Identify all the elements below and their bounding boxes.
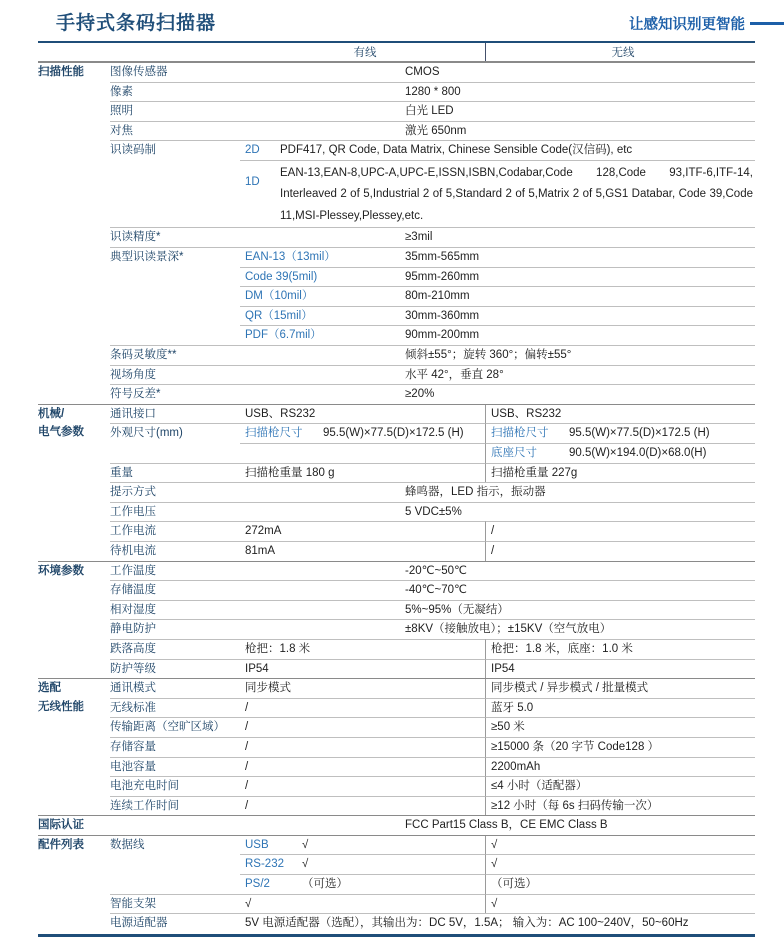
spec-row <box>38 854 755 874</box>
span-value: 白光 LED <box>240 101 755 121</box>
cell-value: 枪把：1.8 米，底座：1.0 米 <box>491 642 633 655</box>
page-title: 手持式条码扫描器 <box>56 13 217 34</box>
brand-slogan <box>629 13 784 34</box>
span-value-group <box>240 247 755 267</box>
wired-cell <box>240 405 485 424</box>
wired-cell <box>240 894 485 914</box>
wired-cell <box>240 836 485 855</box>
category-label <box>38 443 110 463</box>
spec-row <box>38 463 755 483</box>
param-label <box>110 286 240 306</box>
wired-cell <box>240 541 485 561</box>
param-label: 静电防护 <box>110 619 240 639</box>
category-label: 扫描性能 <box>38 66 84 78</box>
category-label: 电气参数 <box>38 426 84 439</box>
span-value: 倾斜±55°；旋转 360°；偏转±55° <box>240 345 755 365</box>
sub-label: USB <box>245 838 269 851</box>
span-value: 5%~95%（无凝结） <box>240 600 755 620</box>
spec-row <box>38 913 755 933</box>
spec-row <box>38 717 755 737</box>
param-label <box>110 306 240 326</box>
category-label <box>38 600 110 620</box>
cell-value: USB、RS232 <box>491 407 562 420</box>
table-bottom-rule <box>38 934 755 937</box>
wireless-cell <box>485 659 755 679</box>
spec-row <box>38 365 755 385</box>
span-value-text: EAN-13,EAN-8,UPC-A,UPC-E,ISSN,ISBN,Codabar,Code 128,Code 93,ITF-6,ITF-14, Interleaved 2 of 5,Industrial 2 of 5,Standard 2 of 5,Matrix 2 of 5,GS1 Databar, Code 39,Code 11,MSI-Plessey,Plessey,etc. <box>280 166 753 222</box>
spec-table-header <box>38 41 755 62</box>
wireless-cell <box>485 854 755 874</box>
param-label: 重量 <box>110 463 240 483</box>
param-label: 识读码制 <box>110 140 240 160</box>
spec-row <box>38 737 755 757</box>
cell-value: USB、RS232 <box>245 407 316 420</box>
spec-row <box>38 286 755 306</box>
cell-value: （可选） <box>302 878 348 891</box>
wireless-cell <box>485 698 755 718</box>
category-label <box>38 521 110 541</box>
category-label <box>38 659 110 679</box>
cell-value: 95.5(W)×77.5(D)×172.5 (H) <box>323 427 464 440</box>
param-label: 视场角度 <box>110 365 240 385</box>
category-label: 配件列表 <box>38 838 84 851</box>
category-label <box>38 463 110 483</box>
spec-row <box>38 521 755 541</box>
wireless-cell <box>485 443 755 463</box>
column-header-wired: 有线 <box>353 47 377 59</box>
spec-row <box>38 325 755 345</box>
cell-value: √ <box>491 838 498 851</box>
sub-label: EAN-13（13mil） <box>245 251 336 264</box>
category-label <box>38 306 110 326</box>
wired-cell <box>240 796 485 816</box>
param-label: 提示方式 <box>110 482 240 502</box>
wired-cell <box>240 659 485 679</box>
span-value-group <box>240 160 755 228</box>
param-label: 条码灵敏度** <box>110 345 240 365</box>
wired-cell <box>240 757 485 777</box>
param-label: 智能支架 <box>110 894 240 914</box>
cell-value: / <box>245 780 249 793</box>
category-label <box>38 384 110 404</box>
cell-value: / <box>245 721 249 734</box>
wireless-cell <box>485 423 755 443</box>
param-label: 传输距离（空旷区域） <box>110 717 240 737</box>
cell-value: ≥15000 条（20 字节 Code128 ） <box>491 740 660 753</box>
sub-label: 2D <box>245 144 260 157</box>
wired-cell <box>240 737 485 757</box>
cell-value: IP54 <box>245 662 269 675</box>
spec-row <box>38 600 755 620</box>
category-label <box>38 82 110 102</box>
spec-row <box>38 698 755 718</box>
category-label <box>38 482 110 502</box>
param-label <box>110 854 240 874</box>
span-value-text: PDF417, QR Code, Data Matrix, Chinese Sensible Code(汉信码), etc <box>280 144 633 157</box>
spec-row <box>38 306 755 326</box>
cell-value: ≥50 米 <box>491 721 525 734</box>
param-label: 防护等级 <box>110 659 240 679</box>
cell-value: 90.5(W)×194.0(D)×68.0(H) <box>569 447 707 459</box>
span-value: 激光 650nm <box>240 121 755 141</box>
category-label <box>38 796 110 816</box>
span-value-text: 30mm-360mm <box>405 309 480 322</box>
spec-row <box>38 82 755 102</box>
wireless-cell <box>485 776 755 796</box>
span-value: -40℃~70℃ <box>240 580 755 600</box>
wireless-cell <box>485 737 755 757</box>
span-value: 蜂鸣器，LED 指示，振动器 <box>240 482 755 502</box>
category-label <box>38 737 110 757</box>
wired-cell <box>240 521 485 541</box>
spec-row <box>38 776 755 796</box>
wireless-cell <box>485 405 755 424</box>
cell-value: / <box>245 701 249 714</box>
cell-value: 蓝牙 5.0 <box>491 701 534 714</box>
span-value: ±8KV（接触放电）；±15KV（空气放电） <box>240 619 755 639</box>
wireless-cell <box>485 521 755 541</box>
span-value-text: 35mm-565mm <box>405 251 480 264</box>
param-label: 工作电流 <box>110 521 240 541</box>
param-label: 存储容量 <box>110 737 240 757</box>
span-value-text: 90mm-200mm <box>405 329 480 342</box>
spec-row <box>38 62 755 82</box>
spec-row <box>38 894 755 914</box>
spec-row <box>38 101 755 121</box>
param-label: 图像传感器 <box>110 66 168 78</box>
span-value: CMOS <box>405 66 440 78</box>
category-label <box>38 227 110 247</box>
param-label: 无线标准 <box>110 698 240 718</box>
spec-row <box>38 404 755 424</box>
cell-value: 扫描枪重量 227g <box>491 466 578 479</box>
category-label <box>38 160 110 228</box>
param-label: 电源适配器 <box>110 913 240 933</box>
spec-row <box>38 267 755 287</box>
span-value: ≥20% <box>240 384 755 404</box>
wired-cell <box>240 639 485 659</box>
wired-cell <box>240 679 485 698</box>
category-label <box>38 776 110 796</box>
category-label <box>38 874 110 894</box>
spec-row <box>38 140 755 160</box>
category-label: 环境参数 <box>38 564 84 577</box>
param-label <box>110 443 240 463</box>
param-label: 工作电压 <box>110 502 240 522</box>
spec-row <box>38 502 755 522</box>
category-label <box>38 365 110 385</box>
category-label <box>38 717 110 737</box>
span-value: -20℃~50℃ <box>405 564 467 577</box>
sub-label: RS-232 <box>245 858 284 871</box>
spec-row <box>38 678 755 698</box>
wired-cell <box>240 698 485 718</box>
cell-value: ≤4 小时（适配器） <box>491 780 588 793</box>
spec-table-body <box>38 62 755 933</box>
page-header <box>0 0 784 41</box>
cell-value: IP54 <box>491 662 515 675</box>
span-value-group <box>240 267 755 287</box>
span-value: 1280 * 800 <box>240 82 755 102</box>
category-label <box>38 619 110 639</box>
cell-value: / <box>491 525 495 538</box>
cell-value: √ <box>491 858 498 871</box>
wireless-cell <box>485 541 755 561</box>
spec-row <box>38 443 755 463</box>
param-label: 典型识读景深* <box>110 247 240 267</box>
category-label <box>38 502 110 522</box>
wired-cell <box>240 854 485 874</box>
sub-label: 1D <box>245 175 260 188</box>
category-label <box>38 345 110 365</box>
spec-row <box>38 121 755 141</box>
spec-table <box>38 41 755 937</box>
wired-cell <box>240 443 485 463</box>
spec-row <box>38 874 755 894</box>
wireless-cell <box>485 717 755 737</box>
param-label: 电池容量 <box>110 757 240 777</box>
category-label <box>38 639 110 659</box>
sub-label: 底座尺寸 <box>491 447 537 459</box>
param-label: 连续工作时间 <box>110 796 240 816</box>
spec-row <box>38 160 755 228</box>
spec-row <box>38 247 755 267</box>
cell-value: 2200mAh <box>491 760 541 773</box>
param-label: 像素 <box>110 82 240 102</box>
spec-row <box>38 561 755 581</box>
param-label: 待机电流 <box>110 541 240 561</box>
wireless-cell <box>485 463 755 483</box>
category-label <box>38 580 110 600</box>
cell-value: 81mA <box>245 544 276 557</box>
cell-value: / <box>491 544 495 557</box>
cell-value: ≥12 小时（每 6s 扫码传输一次） <box>491 799 659 812</box>
cell-value: √ <box>491 897 498 910</box>
wired-cell <box>240 776 485 796</box>
cell-value: √ <box>245 897 252 910</box>
spec-row <box>38 796 755 816</box>
cell-value: / <box>245 760 249 773</box>
wireless-cell <box>485 639 755 659</box>
span-value-group <box>240 306 755 326</box>
category-label: 无线性能 <box>38 700 84 713</box>
param-label: 存储温度 <box>110 580 240 600</box>
brand-slogan-text: 让感知识别更智能 <box>629 17 745 33</box>
span-value-group <box>240 325 755 345</box>
param-label <box>110 816 240 835</box>
cell-value: √ <box>302 858 309 871</box>
category-label: 国际认证 <box>38 819 84 832</box>
wired-cell <box>240 874 485 894</box>
param-label: 符号反差* <box>110 384 240 404</box>
cell-value: 扫描枪重量 180 g <box>245 466 335 479</box>
span-value: FCC Part15 Class B，CE EMC Class B <box>405 819 608 832</box>
category-label <box>38 541 110 561</box>
wireless-cell <box>485 796 755 816</box>
spec-row <box>38 541 755 561</box>
param-label <box>110 874 240 894</box>
param-label <box>110 267 240 287</box>
param-label: 电池充电时间 <box>110 776 240 796</box>
sub-label: PDF（6.7mil） <box>245 329 322 342</box>
category-label <box>38 140 110 160</box>
span-value: 5 VDC±5% <box>240 502 755 522</box>
category-label <box>38 894 110 914</box>
cell-value: 同步模式 <box>245 682 291 695</box>
spec-row <box>38 580 755 600</box>
param-label <box>110 325 240 345</box>
spec-row <box>38 619 755 639</box>
span-value: 5V 电源适配器（选配），其输出为：DC 5V，1.5A； 输入为：AC 100~240V，50~60Hz <box>240 913 755 933</box>
cell-value: （可选） <box>491 878 537 891</box>
spec-row <box>38 423 755 443</box>
wired-cell <box>240 423 485 443</box>
spec-row <box>38 639 755 659</box>
cell-value: 95.5(W)×77.5(D)×172.5 (H) <box>569 427 710 440</box>
span-value-group <box>240 140 755 160</box>
category-label <box>38 121 110 141</box>
sub-label: PS/2 <box>245 878 270 891</box>
spec-row <box>38 835 755 855</box>
column-header-wireless: 无线 <box>485 43 755 61</box>
param-label: 通讯模式 <box>110 682 156 695</box>
category-label <box>38 325 110 345</box>
cell-value: √ <box>302 838 309 851</box>
cell-value: / <box>245 740 249 753</box>
sub-label: 扫描枪尺寸 <box>245 427 303 440</box>
wireless-cell <box>485 894 755 914</box>
category-label <box>38 757 110 777</box>
sub-label: DM（10mil） <box>245 290 314 303</box>
span-value-text: 80m-210mm <box>405 290 470 303</box>
spec-row <box>38 345 755 365</box>
wireless-cell <box>485 679 755 698</box>
slogan-dash-line <box>750 22 784 25</box>
category-label <box>38 913 110 933</box>
category-label: 选配 <box>38 682 61 695</box>
spec-row <box>38 659 755 679</box>
cell-value: 同步模式 / 异步模式 / 批量模式 <box>491 682 649 695</box>
wireless-cell <box>485 874 755 894</box>
param-label: 工作温度 <box>110 564 156 577</box>
wireless-cell <box>485 836 755 855</box>
wireless-cell <box>485 757 755 777</box>
param-label: 对焦 <box>110 121 240 141</box>
param-label: 数据线 <box>110 838 145 851</box>
cell-value: 272mA <box>245 525 282 538</box>
wired-cell <box>240 463 485 483</box>
category-label <box>38 101 110 121</box>
param-label: 跌落高度 <box>110 639 240 659</box>
sub-label: QR（15mil） <box>245 309 313 322</box>
param-label: 外观尺寸(mm) <box>110 423 240 443</box>
span-value-text: 95mm-260mm <box>405 270 480 283</box>
span-value: ≥3mil <box>240 227 755 247</box>
param-label: 相对湿度 <box>110 600 240 620</box>
param-label: 通讯接口 <box>110 407 156 420</box>
spec-row <box>38 815 755 835</box>
param-label: 照明 <box>110 101 240 121</box>
cell-value: / <box>245 799 249 812</box>
category-label <box>38 267 110 287</box>
spec-row <box>38 757 755 777</box>
spec-row <box>38 384 755 404</box>
category-label <box>38 286 110 306</box>
spec-row <box>38 482 755 502</box>
span-value: 水平 42°，垂直 28° <box>240 365 755 385</box>
category-label: 机械/ <box>38 407 65 420</box>
param-label: 识读精度* <box>110 227 240 247</box>
cell-value: 枪把：1.8 米 <box>245 642 311 655</box>
wired-cell <box>240 717 485 737</box>
sub-label: 扫描枪尺寸 <box>491 427 549 440</box>
spec-row <box>38 227 755 247</box>
span-value-group <box>240 286 755 306</box>
sub-label: Code 39(5mil) <box>245 270 318 283</box>
category-label <box>38 247 110 267</box>
category-label <box>38 854 110 874</box>
param-label <box>110 160 240 228</box>
